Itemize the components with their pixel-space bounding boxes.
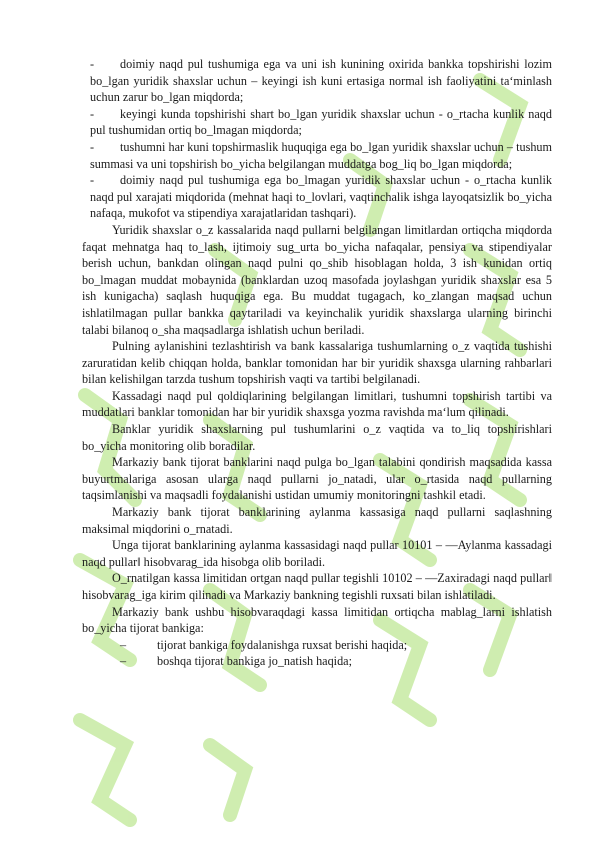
paragraph: Unga tijorat banklarining aylanma kassasidagi naqd pullar 10101 – ―Aylanma kassadagi naqd pullar‖ hisobvarag_ida hisobga olib boriladi. bbox=[82, 538, 552, 569]
sub-list-text: boshqa tijorat bankiga jo_natish haqida; bbox=[157, 654, 352, 669]
paragraph: Markaziy bank tijorat banklarini naqd pulga bo_lgan talabini qondirish maqsadida kassa buyurtmalariga asosan ularga naqd pullarni jo_natadi, ular o_rtasida naqd pullarning taqsimlanishi va maqsadli foydalanishi ustidan umumiy monitoringni tashkil etadi. bbox=[82, 455, 552, 503]
sub-list bbox=[120, 637, 552, 670]
bullet-text: tushumni har kuni topshirmaslik huquqiga ega bo_lgan yuridik shaxslar uchun – tushum summasi va uni topshirish bo_yicha belgilangan muddatga bog_liq bo_lgan miqdorda; bbox=[90, 139, 552, 171]
sub-list-text: tijorat bankiga foydalanishga ruxsat berishi haqida; bbox=[157, 637, 408, 652]
paragraph: Markaziy bank ushbu hisobvaraqdagi kassa limitidan ortiqcha mablag_larni ishlatish bo_yicha tijorat bankiga: bbox=[82, 604, 552, 636]
bullet-item bbox=[90, 139, 552, 172]
bullet-list bbox=[90, 56, 552, 222]
bullet-text: doimiy naqd pul tushumiga ega bo_lmagan yuridik shaxslar uchun - o_rtacha kunlik naqd pul xarajati miqdorida (mehnat haqi to_lovlari, vaqtinchalik ishga layoqatsizlik bo_yicha nafaqa, mukofot va stipendiya xarajatlaridan tashqari). bbox=[90, 173, 552, 221]
watermark-stroke bbox=[80, 720, 130, 820]
watermark-stroke bbox=[210, 745, 245, 815]
dash-mark: - bbox=[90, 57, 95, 71]
paragraph: Pulning aylanishini tezlashtirish va bank kassalariga tushumlarning o_z vaqtida tushishi zaruratidan kelib chiqqan holda, banklar tomonidan har bir yuridik shaxsga ularning rahbarlari bilan kelishilgan tarzda tushum topshirish vaqti va tartibi belgilanadi. bbox=[82, 339, 552, 387]
paragraph: Kassadagi naqd pul qoldiqlarining belgilangan limitlari, tushumni topshirish tartibi va muddatlari banklar tomonidan har bir yuridik shaxsga yozma ravishda maʻlum qilinadi. bbox=[82, 388, 552, 420]
dash-mark: - bbox=[90, 139, 95, 154]
paragraph: Banklar yuridik shaxslarning pul tushumlarini o_z vaqtida va to_liq topshirishlari bo_yicha monitoring olib boradilar. bbox=[82, 422, 552, 453]
dash-mark: - bbox=[90, 106, 95, 121]
paragraph: Yuridik shaxslar o_z kassalarida naqd pullarni belgilangan limitlardan ortiqcha miqdorda faqat mehnatga haq to_lash, ijtimoiy sug_urta bo_yicha nafaqalar, pensiya va stipendiyalar berish uchun, bankdan olingan naqd pulni qo_shib hisoblagan holda, 3 ish kunidan ortiq bo_lmagan muddat mobaynida (banklardan uzoq masofada joylashgan yuridik shaxslar esa 5 ish kunigacha) saqlash huquqiga ega. Bu muddat tugagach, ko_zlangan maqsad uchun ishlatilmagan pullar bankka qaytariladi va keyinchalik yuridik shaxslarga ularning birinchi talabi bilanoq o_sha maqsadlarga ishlatish uchun beriladi. bbox=[82, 222, 552, 337]
paragraph: Markaziy bank tijorat banklarining aylanma kassasiga naqd pullarni saqlashning maksimal miqdorini o_rnatadi. bbox=[82, 505, 552, 536]
paragraph: O_rnatilgan kassa limitidan ortgan naqd pullar tegishli 10102 – ―Zaxiradagi naqd pullar‖ hisobvarag_iga kirim qilinadi va Markaziy bankning tegishli ruxsati bilan ishlatiladi. bbox=[82, 571, 552, 602]
document-page bbox=[82, 56, 552, 670]
bullet-text: keyingi kunda topshirishi shart bo_lgan yuridik shaxslar uchun - o_rtacha kunlik naqd pul tushumidan ortiq bo_lmagan miqdorda; bbox=[90, 106, 552, 138]
dash-mark: – bbox=[120, 637, 127, 652]
bullet-item bbox=[90, 56, 552, 106]
bullet-item bbox=[90, 106, 552, 139]
bullet-item bbox=[90, 172, 552, 222]
sub-list-item bbox=[120, 653, 552, 670]
dash-mark: – bbox=[120, 654, 127, 669]
sub-list-item bbox=[120, 637, 552, 654]
bullet-text: doimiy naqd pul tushumiga ega va uni ish kunining oxirida bankka topshirishi lozim bo_lgan yuridik shaxslar uchun – keyingi ish kuni ertasiga normal ish faoliyatini taʻminlash uchun zarur bo_lgan miqdorda; bbox=[90, 57, 552, 105]
dash-mark: - bbox=[90, 173, 95, 188]
